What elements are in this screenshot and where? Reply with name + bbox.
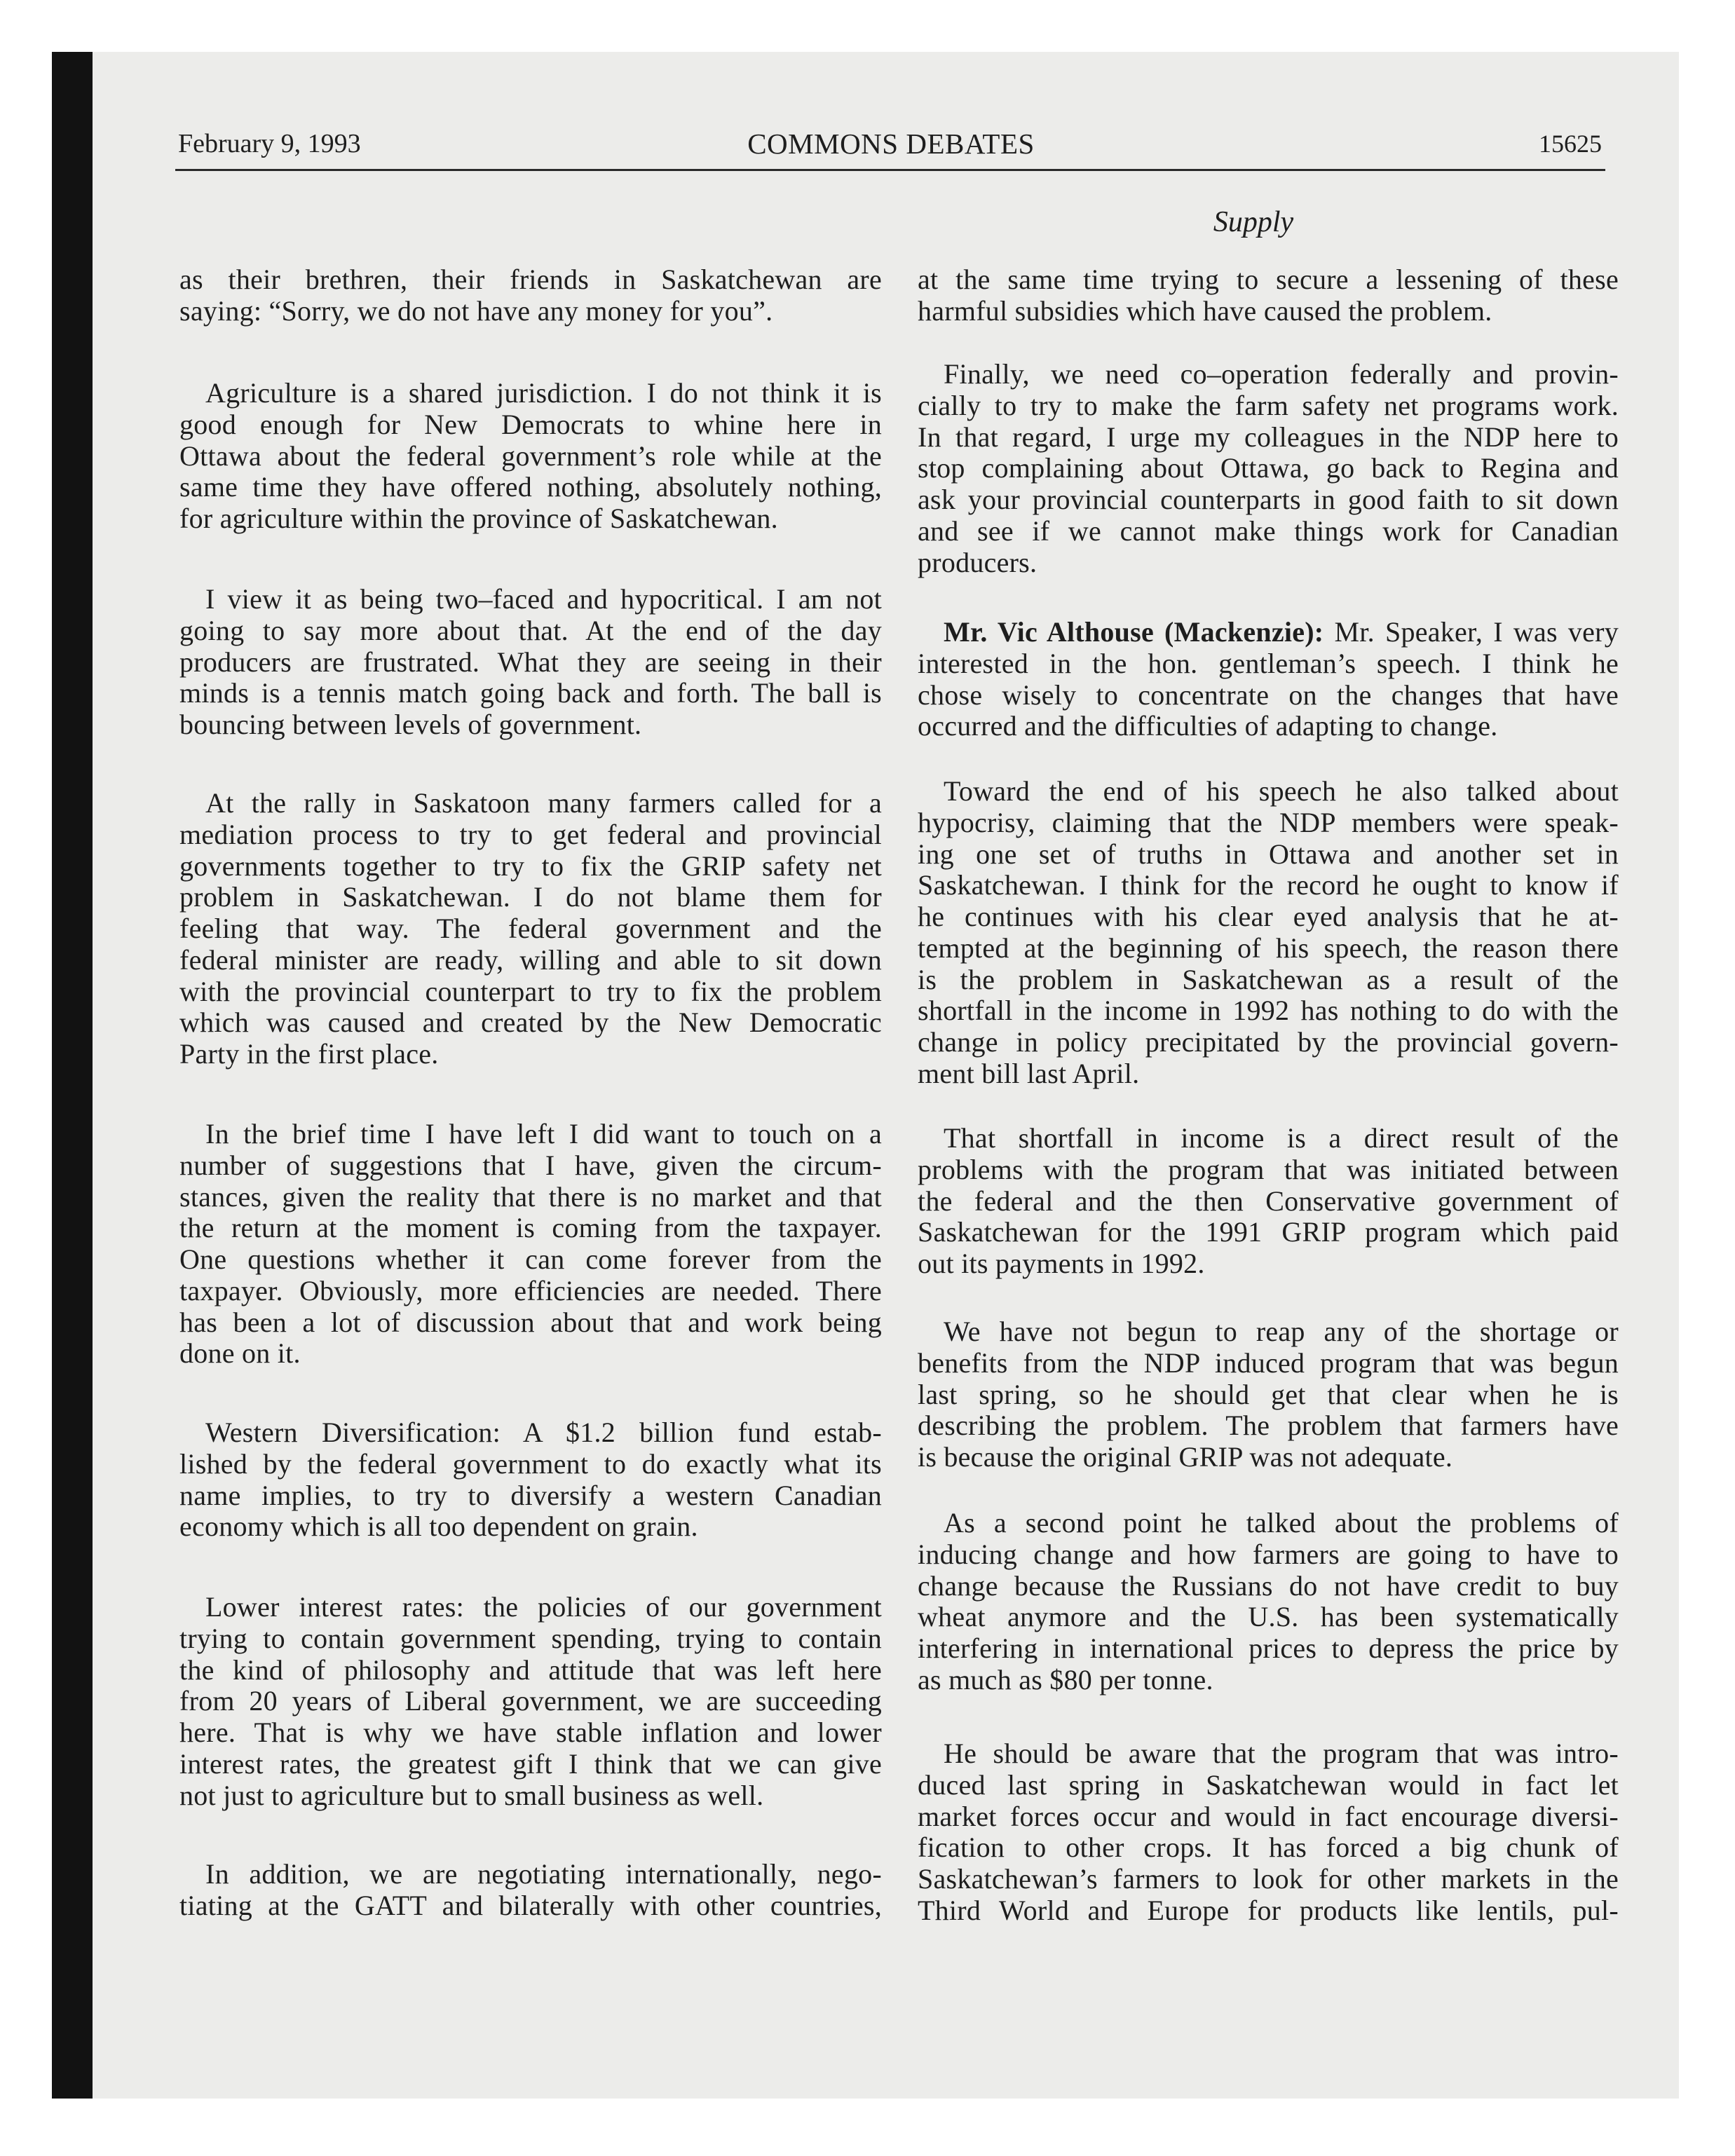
text-span: Mr. Speaker, I was very	[1334, 616, 1619, 648]
text-line: done on it.	[179, 1337, 301, 1370]
paragraph	[179, 1417, 882, 1543]
text-line: as their brethren, their friends in Saskatchewan are	[179, 264, 882, 295]
paragraph	[918, 1738, 1619, 1927]
text-line: interested in the hon. gentleman’s speech. I think he	[918, 647, 1619, 679]
text-line: at the same time trying to secure a lessening of these	[918, 264, 1619, 295]
text-line: governments together to try to fix the GRIP safety net	[179, 850, 882, 882]
paragraph	[179, 1592, 882, 1811]
text-line: Agriculture is a shared jurisdiction. I do not think it is	[205, 377, 882, 409]
text-line: trying to contain government spending, trying to contain	[179, 1622, 882, 1654]
text-line: and see if we cannot make things work for Canadian	[918, 514, 1619, 547]
text-line: tiating at the GATT and bilaterally with other countries,	[179, 1889, 882, 1921]
text-line: producers are frustrated. What they are seeing in their	[179, 646, 882, 678]
text-line: Ottawa about the federal government’s role while at the	[179, 439, 882, 472]
text-line: problems with the program that was initiated between	[918, 1153, 1619, 1185]
text-line: out its payments in 1992.	[918, 1248, 1205, 1279]
scan-border	[52, 52, 93, 2099]
paragraph	[179, 1859, 882, 1922]
paragraph	[179, 264, 882, 327]
paragraph	[918, 776, 1619, 1090]
text-line: hypocrisy, claiming that the NDP members were speak-	[918, 806, 1619, 838]
text-line: That shortfall in income is a direct result of the	[944, 1122, 1619, 1154]
text-line: mediation process to try to get federal and provincial	[179, 818, 882, 850]
text-line: tempted at the beginning of his speech, the reason there	[918, 932, 1619, 964]
text-line: same time they have offered nothing, absolutely nothing,	[179, 471, 882, 503]
text-line: Finally, we need co–operation federally and provin-	[944, 358, 1619, 390]
text-line: Lower interest rates: the policies of our government	[205, 1591, 882, 1623]
text-line: problem in Saskatchewan. I do not blame them for	[179, 881, 882, 913]
text-line: is because the original GRIP was not adequate.	[918, 1441, 1453, 1473]
header-rule	[175, 169, 1605, 171]
text-line: the return at the moment is coming from the taxpayer.	[179, 1212, 882, 1244]
text-line: As a second point he talked about the problems of	[944, 1507, 1619, 1538]
text-line: inducing change and how farmers are going to have to	[918, 1538, 1619, 1570]
text-line: Saskatchewan’s farmers to look for other markets in the	[918, 1863, 1619, 1895]
text-line: cially to try to make the farm safety net programs work.	[918, 389, 1619, 421]
text-line: occurred and the difficulties of adapting to change.	[918, 710, 1498, 742]
text-line: lished by the federal government to do exactly what its	[179, 1447, 882, 1480]
text-line: feeling that way. The federal government and the	[179, 913, 882, 944]
text-line: chose wisely to concentrate on the changes that have	[918, 678, 1619, 711]
text-line: change in policy precipitated by the provincial govern-	[918, 1026, 1619, 1058]
text-line	[918, 617, 1619, 648]
text-line: Toward the end of his speech he also talked about	[944, 775, 1619, 807]
text-line: for agriculture within the province of Saskatchewan.	[179, 503, 778, 534]
text-line: the kind of philosophy and attitude that was left here	[179, 1653, 882, 1686]
paragraph	[918, 1123, 1619, 1280]
text-line: I view it as being two–faced and hypocritical. I am not	[205, 583, 882, 615]
text-line: One questions whether it can come forever from the	[179, 1243, 882, 1275]
text-line: here. That is why we have stable inflation and lower	[179, 1717, 882, 1748]
text-line: In addition, we are negotiating internationally, nego-	[205, 1858, 882, 1890]
text-line: Party in the first place.	[179, 1038, 439, 1070]
paragraph	[179, 1119, 882, 1370]
text-line: with the provincial counterpart to try to fix the problem	[179, 975, 882, 1007]
text-line: fication to other crops. It has forced a big chunk of	[918, 1831, 1619, 1864]
text-line: In the brief time I have left I did want to touch on a	[205, 1118, 882, 1149]
text-line: Saskatchewan for the 1991 GRIP program which paid	[918, 1216, 1619, 1248]
text-line: describing the problem. The problem that farmers have	[918, 1410, 1619, 1442]
text-line: change because the Russians do not have credit to buy	[918, 1569, 1619, 1602]
text-line: is the problem in Saskatchewan as a result of the	[918, 963, 1619, 995]
text-line: minds is a tennis match going back and forth. The ball is	[179, 677, 882, 709]
text-line: interest rates, the greatest gift I think that we can give	[179, 1747, 882, 1780]
speaker-name: Mr. Vic Althouse (Mackenzie):	[944, 616, 1324, 648]
text-line: market forces occur and would in fact encourage diversi-	[918, 1800, 1619, 1832]
paragraph	[918, 617, 1619, 742]
text-line: In that regard, I urge my colleagues in the NDP here to	[918, 421, 1619, 453]
text-line: saying: “Sorry, we do not have any money for you”.	[179, 294, 773, 327]
text-line: stances, given the reality that there is no market and that	[179, 1180, 882, 1213]
text-line: At the rally in Saskatoon many farmers called for a	[205, 787, 882, 819]
text-line: federal minister are ready, willing and able to sit down	[179, 943, 882, 976]
text-line: shortfall in the income in 1992 has nothing to do with the	[918, 995, 1619, 1027]
text-line: He should be aware that the program that was intro-	[944, 1738, 1619, 1769]
text-line: going to say more about that. At the end of the day	[179, 614, 882, 646]
text-line: bouncing between levels of government.	[179, 709, 642, 740]
page-number: 15625	[1539, 130, 1602, 158]
text-line: last spring, so he should get that clear when he is	[918, 1378, 1619, 1410]
text-line: the federal and the then Conservative government of	[918, 1185, 1619, 1217]
text-line: which was caused and created by the New Democratic	[179, 1007, 882, 1039]
text-line: from 20 years of Liberal government, we are succeeding	[179, 1685, 882, 1717]
text-line: ask your provincial counterparts in good faith to sit down	[918, 484, 1619, 515]
text-line: he continues with his clear eyed analysis that he at-	[918, 901, 1619, 932]
text-line: economy which is all too dependent on grain.	[179, 1510, 698, 1543]
paragraph	[918, 1508, 1619, 1696]
text-line: interfering in international prices to depress the price by	[918, 1632, 1619, 1664]
paragraph	[918, 359, 1619, 578]
text-line: has been a lot of discussion about that and work being	[179, 1306, 882, 1338]
running-title: COMMONS DEBATES	[747, 128, 1035, 160]
text-line: good enough for New Democrats to whine here in	[179, 408, 882, 440]
section-heading: Supply	[1213, 206, 1294, 238]
running-date: February 9, 1993	[178, 129, 361, 158]
text-line: duced last spring in Saskatchewan would in fact let	[918, 1768, 1619, 1801]
paragraph	[179, 788, 882, 1070]
text-line: not just to agriculture but to small business as well.	[179, 1779, 764, 1811]
paragraph	[918, 1316, 1619, 1473]
paragraph	[918, 264, 1619, 327]
text-line: Third World and Europe for products like lentils, pul-	[918, 1894, 1619, 1926]
text-line: ing one set of truths in Ottawa and another set in	[918, 838, 1619, 870]
text-line: benefits from the NDP induced program that was begun	[918, 1346, 1619, 1379]
text-line: ment bill last April.	[918, 1057, 1140, 1089]
text-line: We have not begun to reap any of the shortage or	[944, 1316, 1619, 1347]
text-line: wheat anymore and the U.S. has been systematically	[918, 1601, 1619, 1633]
text-line: producers.	[918, 546, 1037, 578]
text-line: stop complaining about Ottawa, go back to Regina and	[918, 452, 1619, 484]
text-line: as much as $80 per tonne.	[918, 1663, 1213, 1696]
text-line: Western Diversification: A $1.2 billion fund estab-	[205, 1417, 882, 1448]
paragraph	[179, 584, 882, 741]
text-line: name implies, to try to diversify a western Canadian	[179, 1479, 882, 1511]
text-line: harmful subsidies which have caused the problem.	[918, 294, 1492, 327]
text-line: number of suggestions that I have, given the circum-	[179, 1149, 882, 1181]
text-line: taxpayer. Obviously, more efficiencies are needed. There	[179, 1274, 882, 1306]
text-line: Saskatchewan. I think for the record he ought to know if	[918, 869, 1619, 901]
paragraph	[179, 378, 882, 535]
